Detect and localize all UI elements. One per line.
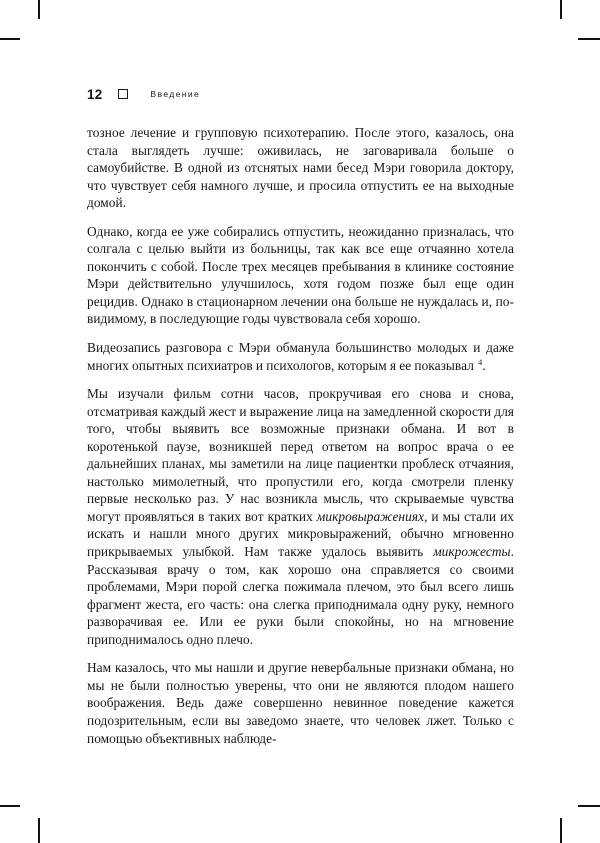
paragraph-4-segment-1: Мы изучали фильм сотни часов, прокручивая его снова и снова, отсматривая каждый жест и выражение лица на замедленной скорости для того, чтобы выявить все возможные признаки обмана. И вот в коротенькой паузе, возникшей перед ответом на вопрос врача о ее дальнейших планах, мы заметили на лице пациентки проблеск отчаяния, настолько мимолетный, что пропустили его, когда смотрели пленку первые несколько раз. У нас возникла мысль, что скрываемые чувства могут проявляться в таких вот кратких (87, 386, 514, 524)
footnote-marker[interactable]: 4 (478, 358, 483, 368)
paragraph-2: Однако, когда ее уже собирались отпустить, неожиданно признaлась, что солгала с целью выйти из больницы, так как все еще отчаянно хотела покончить с собой. После трех месяцев пребывания в клинике состояние Мэри действительно улучшилось, хотя годом позже был еще один рецидив. Однако в стационарном лечении она больше не нуждалась и, по-видимому, в последующие годы чувствовала себя хорошо. (87, 223, 514, 327)
paragraph-4-segment-3: . Рассказывая врачу о том, как хорошо она справляется со своими проблемами, Мэри порой слегка пожимала плечом, это был всего лишь фрагмент жеста, его часть: она слегка приподнимала одну руку, немного разворачивая ее. Или ее руки были спокойны, но на мгновение приподнималось одно плечо. (87, 544, 514, 647)
emphasis-microexpressions: микровыражениях (316, 508, 425, 524)
crop-mark-bottom-left-horizontal (0, 805, 20, 807)
open-square-icon (118, 89, 128, 99)
emphasis-microgestures: микрожесты (433, 544, 511, 560)
crop-mark-bottom-right-horizontal (578, 805, 600, 807)
crop-mark-bottom-right-vertical (560, 818, 562, 843)
paragraph-4-segment-2: , и мы стали их искать и нашли много других микровыражений, обычно мгновенно прикрываемых улыбкой. Нам также удалось выявить (87, 508, 515, 560)
paragraph-3-tail: . (482, 357, 486, 373)
crop-mark-top-left-horizontal (0, 38, 20, 40)
running-head (87, 86, 514, 102)
chapter-title: Введение (150, 89, 201, 99)
paragraph-1: тозное лечение и групповую психотерапию. После этого, казалось, она стала выглядеть лучше: оживилась, не заговаривала больше о самоубийстве. В одной из отснятых нами бесед Мэри говорила доктору, что чувствует себя намного лучше, и просила отпустить ее на выходные домой. (87, 125, 514, 211)
crop-mark-top-right-vertical (560, 0, 562, 19)
crop-mark-bottom-left-vertical (38, 818, 40, 843)
paragraph-4 (87, 385, 514, 648)
page-text-block (87, 86, 514, 747)
paragraph-3 (87, 339, 514, 374)
crop-mark-top-right-horizontal (578, 38, 600, 40)
paragraph-3-text: Видеозапись разговора с Мэри обманула большинство молодых и даже многих опытных психиатров и психологов, которым я ее показывал (87, 340, 514, 373)
crop-mark-top-left-vertical (38, 0, 40, 19)
paragraph-5: Нам казалось, что мы нашли и другие невербальные признаки обмана, но мы не были полностью уверены, что они не являются плодом нашего воображения. Ведь даже совершенно невинное поведение кажется подозрительным, если вы заведомо знаете, что человек лжет. Только с помощью объективных наблюде- (87, 660, 514, 746)
page-number: 12 (87, 86, 103, 102)
